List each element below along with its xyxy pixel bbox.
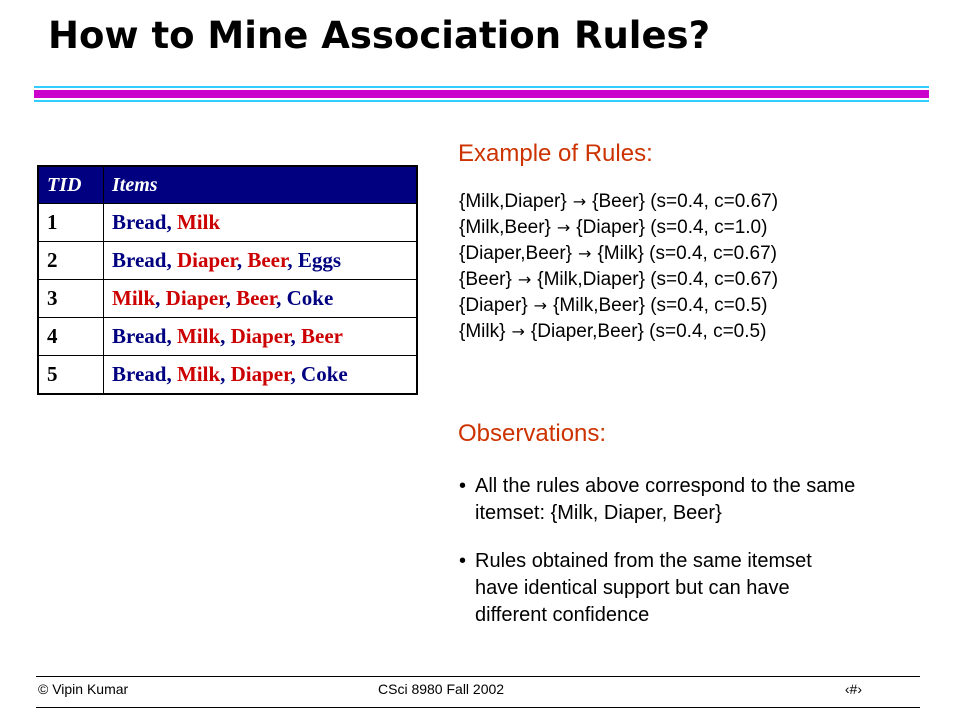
rule-rhs: {Milk,Beer} (s=0.4, c=0.5) xyxy=(553,295,768,316)
cyan-bar-top xyxy=(34,86,929,88)
item-segment: , xyxy=(155,286,166,310)
tid-cell: 5 xyxy=(38,356,104,395)
rule-rhs: {Milk} (s=0.4, c=0.67) xyxy=(597,243,777,264)
rule-rhs: {Milk,Diaper} (s=0.4, c=0.67) xyxy=(537,269,779,290)
table-row xyxy=(38,280,417,318)
item-segment: Beer xyxy=(301,324,344,348)
arrow-icon: → xyxy=(572,192,587,211)
rule-lhs: {Milk,Beer} xyxy=(459,217,551,238)
items-cell xyxy=(104,242,418,280)
item-segment: , Coke xyxy=(290,362,348,386)
arrow-icon: → xyxy=(511,322,525,341)
item-segment: Diaper xyxy=(165,286,226,310)
item-segment: Diaper xyxy=(230,324,291,348)
table-row xyxy=(38,356,417,395)
arrow-icon: → xyxy=(556,218,571,237)
item-segment: Beer xyxy=(236,286,277,310)
rule-lhs: {Milk} xyxy=(459,321,506,342)
magenta-bar xyxy=(34,90,929,98)
rule-line xyxy=(459,189,778,215)
observation-text: Rules obtained from the same itemset have identical support but can have different confidence xyxy=(475,550,812,626)
item-segment: Bread, xyxy=(112,362,177,386)
rule-lhs: {Diaper} xyxy=(459,295,528,316)
footer-copyright: © Vipin Kumar xyxy=(38,681,129,697)
header-items: Items xyxy=(104,166,418,204)
item-segment: Diaper xyxy=(176,248,237,272)
footer-page-number: ‹#› xyxy=(844,681,862,697)
items-cell xyxy=(104,280,418,318)
observations-heading: Observations: xyxy=(458,420,607,447)
item-segment: Diaper xyxy=(230,362,291,386)
footer-course: CSci 8980 Fall 2002 xyxy=(378,681,505,697)
item-segment: , Coke xyxy=(276,286,334,310)
arrow-icon: → xyxy=(517,270,532,289)
rule-line xyxy=(459,267,778,293)
observation-item xyxy=(459,473,929,527)
items-cell xyxy=(104,318,418,356)
table-row xyxy=(38,318,417,356)
items-cell xyxy=(104,204,418,242)
rule-line xyxy=(459,241,778,267)
cyan-bar-bottom xyxy=(34,100,929,102)
item-segment: , xyxy=(225,286,237,310)
table-row xyxy=(38,204,417,242)
tid-cell: 3 xyxy=(38,280,104,318)
rule-lhs: {Beer} xyxy=(459,269,512,290)
rule-line xyxy=(459,293,778,319)
tid-cell: 1 xyxy=(38,204,104,242)
item-segment: Bread, xyxy=(112,248,177,272)
rule-rhs: {Diaper} (s=0.4, c=1.0) xyxy=(576,217,768,238)
rule-line xyxy=(459,215,778,241)
item-segment: Milk xyxy=(176,362,221,386)
item-segment: Milk xyxy=(112,286,156,310)
bullet: • xyxy=(459,475,467,497)
item-segment: , xyxy=(220,362,231,386)
slide-footer xyxy=(36,676,920,708)
observation-item xyxy=(459,548,929,629)
item-segment: , Eggs xyxy=(287,248,342,272)
item-segment: , xyxy=(290,324,302,348)
slide-title: How to Mine Association Rules? xyxy=(48,14,711,57)
rule-rhs: {Beer} (s=0.4, c=0.67) xyxy=(592,191,779,212)
rules-heading: Example of Rules: xyxy=(458,140,653,167)
table-header-row xyxy=(38,166,417,204)
rules-list xyxy=(459,189,778,345)
rule-lhs: {Diaper,Beer} xyxy=(459,243,573,264)
item-segment: Beer xyxy=(247,248,288,272)
header-tid: TID xyxy=(38,166,104,204)
rule-line xyxy=(459,319,778,345)
item-segment: Milk xyxy=(176,324,221,348)
arrow-icon: → xyxy=(578,244,592,263)
item-segment: Bread, xyxy=(112,210,177,234)
table-row xyxy=(38,242,417,280)
bullet: • xyxy=(459,550,467,572)
observation-text: All the rules above correspond to the same itemset: {Milk, Diaper, Beer} xyxy=(475,475,856,524)
item-segment: Bread, xyxy=(112,324,177,348)
rule-rhs: {Diaper,Beer} (s=0.4, c=0.5) xyxy=(530,321,767,342)
item-segment: , xyxy=(220,324,231,348)
tid-cell: 2 xyxy=(38,242,104,280)
tid-cell: 4 xyxy=(38,318,104,356)
item-segment: Milk xyxy=(176,210,221,234)
item-segment: , xyxy=(236,248,248,272)
arrow-icon: → xyxy=(533,296,548,315)
items-cell xyxy=(104,356,418,395)
rule-lhs: {Milk,Diaper} xyxy=(459,191,567,212)
transaction-table xyxy=(37,165,418,395)
